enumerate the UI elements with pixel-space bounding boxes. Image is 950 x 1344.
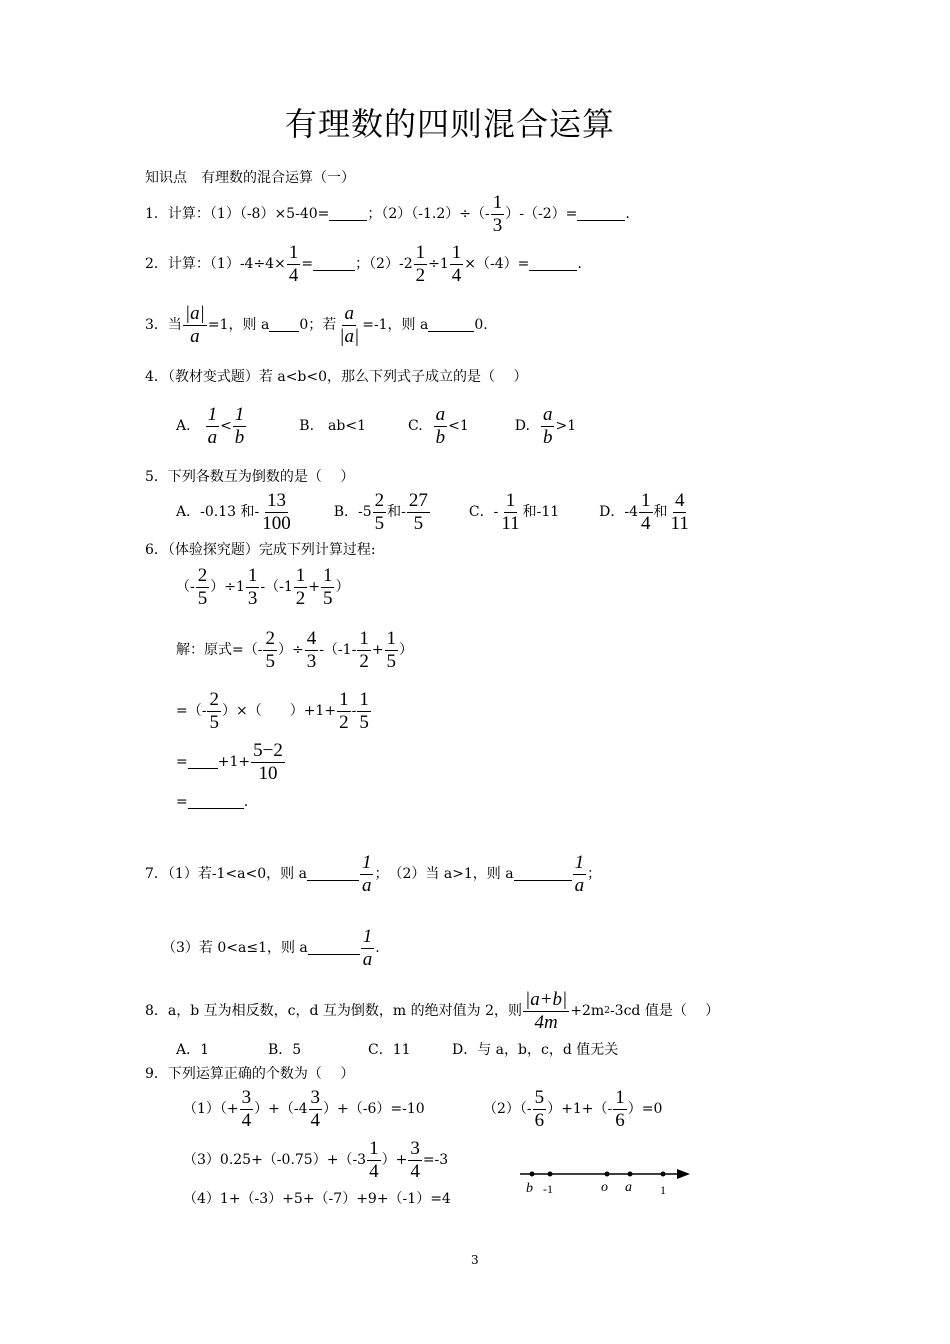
q6-line-4 <box>176 740 286 784</box>
question-1 <box>145 192 630 236</box>
q4-option-a-frac-2: $\frac{1}{b}$ <box>234 403 245 448</box>
q9-i3-c: =-3 <box>422 1152 449 1168</box>
q6-l2-frac-3: $\frac{1}{2}$ <box>359 627 369 672</box>
q1-text-c: ）-（-2）= <box>505 206 578 222</box>
q1-fraction: $\frac{1}{3}$ <box>492 191 503 236</box>
q2-fraction-1: $\frac{1}{4}$ <box>288 241 299 286</box>
q1-text-b: ；（2）（-1.2）÷（- <box>367 206 490 222</box>
q7-frac-2: $\frac{1}{a}$ <box>574 851 585 896</box>
q3-fraction-2: $\frac{a}{|a|}$ <box>339 302 360 347</box>
q9-i1-b: ）+（-4 <box>254 1101 308 1117</box>
question-5-stem: 5．下列各数互为倒数的是（ ） <box>145 469 355 485</box>
label-a: a <box>625 1180 632 1195</box>
q9-i2-b: ）+1+（- <box>547 1101 613 1117</box>
q5-option-a-label: A．-0.13 和- <box>176 504 260 520</box>
label-1: 1 <box>660 1183 666 1197</box>
q6-l2-b: ）÷ <box>277 642 304 658</box>
q5-option-c-rest: 和-11 <box>522 504 560 520</box>
q6-l1-c: -（-1 <box>260 579 293 595</box>
q6-l3-frac-3: $\frac{1}{5}$ <box>359 688 369 733</box>
question-5-options <box>176 490 692 534</box>
q4-option-a-mid: < <box>220 418 232 434</box>
question-7-line-2 <box>162 926 380 970</box>
q4-option-c-label: C. <box>407 418 423 434</box>
q7-c: ； <box>587 866 602 882</box>
q4-option-d-frac: $\frac{a}{b}$ <box>542 403 553 448</box>
q9-i2-frac-1: $\frac{5}{6}$ <box>534 1086 545 1131</box>
q3-fraction-1: $\frac{|a|}{a}$ <box>184 302 205 347</box>
q6-l4-frac: $\frac{5-2}{10}$ <box>253 739 283 784</box>
label-o: o <box>601 1180 608 1195</box>
q2-blank-2 <box>529 258 577 271</box>
q8-option-c: C．11 <box>368 1042 411 1058</box>
q9-i1-frac-1: $\frac{3}{4}$ <box>241 1086 252 1131</box>
q8-frac: $\frac{|a+b|}{4m}$ <box>525 988 568 1033</box>
q9-i3-b: ）+ <box>381 1152 408 1168</box>
q8-option-d: D．与 a，b，c，d 值无关 <box>452 1042 619 1058</box>
q4-option-c-frac: $\frac{a}{b}$ <box>435 403 446 448</box>
section-heading: 知识点 有理数的混合运算（一） <box>145 170 355 186</box>
q5-option-a-frac: $\frac{13}{100}$ <box>262 489 291 534</box>
q3-blank-2 <box>428 319 474 332</box>
q6-l1-frac-3: $\frac{1}{2}$ <box>295 564 306 609</box>
q9-i2-c: ）=0 <box>627 1101 663 1117</box>
q9-i3-frac-2: $\frac{3}{4}$ <box>410 1137 420 1182</box>
q6-l4-blank <box>188 756 218 769</box>
point-a <box>628 1172 633 1177</box>
q5-option-d-frac-2: $\frac{4}{11}$ <box>670 489 689 534</box>
q6-l1-b: ）÷1 <box>210 579 245 595</box>
q9-i3-a: （3）0.25+（-0.75）+（-3 <box>183 1152 367 1168</box>
q9-i1-frac-2: $\frac{3}{4}$ <box>310 1086 321 1131</box>
q6-l3-frac-1: $\frac{2}{5}$ <box>209 688 219 733</box>
q2-text-a: 2．计算：（1）-4÷4× <box>145 256 286 272</box>
q6-l2-c: -（-1- <box>319 642 357 658</box>
q8-b: +2m <box>570 1003 605 1019</box>
q2-text-e: ×（-4）= <box>464 256 530 272</box>
point-b <box>530 1172 535 1177</box>
q3-end: 0. <box>474 317 488 333</box>
q7-blank-3 <box>308 942 360 955</box>
point-1 <box>661 1172 666 1177</box>
page-title: 有理数的四则混合运算 <box>285 105 616 143</box>
point-o <box>605 1172 610 1177</box>
q4-option-d-label: D. <box>514 418 530 434</box>
q9-item-3 <box>183 1138 448 1182</box>
question-3 <box>145 303 488 347</box>
q6-l1-frac-4: $\frac{1}{5}$ <box>322 564 333 609</box>
q6-l1-d: + <box>308 579 320 595</box>
q7-frac-1: $\frac{1}{a}$ <box>361 851 372 896</box>
label-b: b <box>526 1181 533 1196</box>
q5-option-d-frac-1: $\frac{1}{4}$ <box>641 489 651 534</box>
q6-l1-a: （- <box>176 579 195 595</box>
q6-l2-a: 解：原式=（- <box>176 642 263 658</box>
q7-b: ； （2）当 a>1，则 a <box>374 866 514 882</box>
q4-option-c-rest: <1 <box>448 418 469 434</box>
q6-l1-e: ） <box>335 579 350 595</box>
q9-item-2 <box>483 1087 662 1131</box>
q6-l5-a: = <box>176 794 188 810</box>
q6-l1-frac-2: $\frac{1}{3}$ <box>247 564 258 609</box>
question-4-options <box>176 404 576 448</box>
q2-text-d: ÷1 <box>428 256 449 272</box>
q6-l3-a: =（- <box>176 703 207 719</box>
page-number: 3 <box>471 1253 479 1267</box>
q3-text-d: =-1，则 a <box>362 317 429 333</box>
question-8-stem <box>145 989 719 1033</box>
number-line <box>515 1160 695 1205</box>
q6-l2-frac-4: $\frac{1}{5}$ <box>386 627 397 672</box>
q4-option-a-label: A. <box>176 418 191 434</box>
q6-l3-frac-2: $\frac{1}{2}$ <box>339 688 349 733</box>
q4-option-b: B. ab<1 <box>299 418 366 434</box>
q3-text-a: 3．当 <box>145 317 182 333</box>
q5-option-c-label: C．- <box>468 504 499 520</box>
q6-l2-frac-1: $\frac{2}{5}$ <box>265 627 275 672</box>
q6-line-2 <box>176 628 413 672</box>
q5-option-b-mid: 和- <box>387 504 406 520</box>
q5-option-d-mid: 和 <box>653 504 668 520</box>
q6-line-5 <box>176 795 248 809</box>
q1-blank-2 <box>577 208 625 221</box>
q3-text-b: =1，则 a <box>207 317 270 333</box>
point-neg1 <box>548 1172 553 1177</box>
q6-l1-frac-1: $\frac{2}{5}$ <box>197 564 208 609</box>
q3-text-c: 0；若 <box>299 317 337 333</box>
q6-l5-end: . <box>243 794 249 810</box>
q5-option-b-frac-1: $\frac{2}{5}$ <box>374 489 385 534</box>
q5-option-d-label: D．-4 <box>599 504 639 520</box>
question-4-stem: 4．（教材变式题）若 a<b<0，那么下列式子成立的是（ ） <box>145 369 528 385</box>
q6-l4-b: +1+ <box>217 754 251 770</box>
q8-c: -3cd 值是（ ） <box>609 1003 720 1019</box>
q6-l2-d: + <box>371 642 384 658</box>
q5-option-b-label: B．-5 <box>333 504 372 520</box>
q7-blank-1 <box>307 868 359 881</box>
question-7-line-1 <box>145 852 601 896</box>
number-line-arrow-icon <box>677 1169 690 1179</box>
q1-blank-1 <box>329 208 367 221</box>
q9-item-1 <box>183 1087 425 1131</box>
q8-sup: 2 <box>604 1005 610 1016</box>
q6-l2-e: ） <box>399 642 414 658</box>
label-neg1: -1 <box>543 1182 553 1196</box>
q9-item-4: （4）1+（-3）+5+（-7）+9+（-1）=4 <box>183 1191 451 1207</box>
q6-l4-a: = <box>176 754 188 770</box>
q9-i3-frac-1: $\frac{1}{4}$ <box>369 1137 379 1182</box>
q6-l5-blank <box>188 796 244 809</box>
question-2 <box>145 242 582 286</box>
q9-i1-a: （1）（+ <box>183 1101 239 1117</box>
q6-l3-c: - <box>351 703 357 719</box>
q1-end: . <box>625 206 630 222</box>
q7-l2: （3）若 0<a≤1，则 a <box>162 940 308 956</box>
q6-l2-frac-2: $\frac{4}{3}$ <box>306 627 317 672</box>
q8-option-a: A．1 <box>176 1042 210 1058</box>
q5-option-b-frac-2: $\frac{27}{5}$ <box>408 489 428 534</box>
q4-option-d-rest: >1 <box>555 418 577 434</box>
q7-frac-3: $\frac{1}{a}$ <box>362 925 373 970</box>
q9-i2-a: （2）（- <box>483 1101 532 1117</box>
q1-text-a: 1．计算：（1）（-8）×5-40= <box>145 206 330 222</box>
q9-i1-c: ）+（-6）=-10 <box>323 1101 425 1117</box>
q2-fraction-2: $\frac{1}{2}$ <box>415 241 426 286</box>
q7-end: . <box>375 940 380 956</box>
q7-blank-2 <box>514 868 572 881</box>
q2-fraction-3: $\frac{1}{4}$ <box>451 241 462 286</box>
q3-blank-1 <box>269 319 299 332</box>
q8-option-b: B．5 <box>268 1042 302 1058</box>
q2-end: . <box>577 256 582 272</box>
question-6-stem: 6．（体验探究题）完成下列计算过程: <box>145 542 376 558</box>
q6-l3-b: ）×（ ）+1+ <box>221 703 337 719</box>
q9-i2-frac-2: $\frac{1}{6}$ <box>615 1086 625 1131</box>
q2-blank-1 <box>313 258 355 271</box>
q4-option-a-frac-1: $\frac{1}{a}$ <box>207 403 218 448</box>
q2-text-b: = <box>301 256 314 272</box>
q5-option-c-frac: $\frac{1}{11}$ <box>501 489 520 534</box>
q8-a: 8．a，b 互为相反数，c，d 互为倒数，m 的绝对值为 2，则 <box>145 1003 523 1019</box>
q6-line-1 <box>176 565 349 609</box>
q7-a: 7．（1）若-1<a<0，则 a <box>145 866 307 882</box>
q6-line-3 <box>176 689 372 733</box>
question-9-stem: 9．下列运算正确的个数为（ ） <box>145 1066 355 1082</box>
q2-text-c: ；（2）-2 <box>355 256 413 272</box>
